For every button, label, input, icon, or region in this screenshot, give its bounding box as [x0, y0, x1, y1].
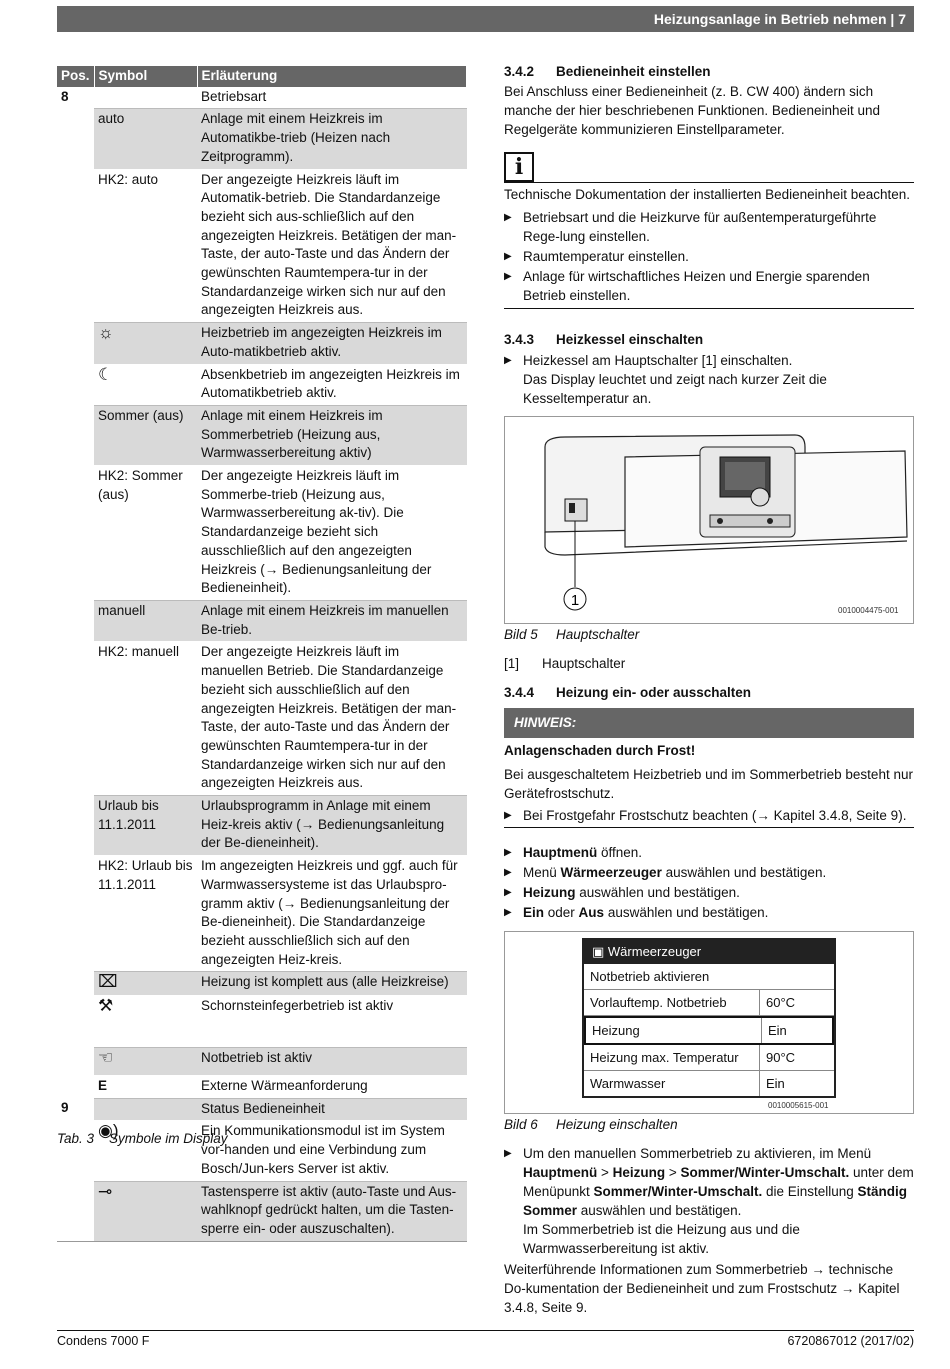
cell-pos — [57, 642, 94, 796]
cell-explanation: Notbetrieb ist aktiv — [197, 1048, 466, 1076]
cell-symbol — [94, 364, 197, 405]
list-item: ▶ Raumtemperatur einstellen. — [504, 247, 914, 266]
header-title: Heizungsanlage in Betrieb nehmen | 7 — [653, 11, 906, 27]
cell-symbol: HK2: Urlaub bis 11.1.2011 — [94, 856, 197, 972]
list-item: ▶ Um den manuellen Sommerbetrieb zu aktivieren, im Menü Hauptmenü > Heizung > Sommer/Winter-Umschalt. unter dem Menüpunkt Sommer/Winter-Umschalt. die Einstellung Ständig Sommer auswählen und bestätigen. — [504, 1144, 914, 1220]
cell-symbol: Sommer (aus) — [94, 405, 197, 465]
section-3-4-4-heading: 3.4.4 Heizung ein- oder ausschalten — [504, 685, 752, 700]
table-row — [57, 466, 467, 601]
table-caption-number: Tab. 3 — [57, 1131, 95, 1146]
summer-instruction — [504, 1144, 914, 1258]
cell-explanation: Absenkbetrieb im angezeigten Heizkreis im Automatikbetrieb aktiv. — [197, 364, 466, 405]
figure-code: 0010004475-001 — [838, 606, 899, 615]
cell-pos: 8 — [61, 88, 69, 104]
cell-pos — [57, 109, 94, 169]
cell-symbol — [94, 972, 197, 996]
cell-explanation: Im angezeigten Heizkreis und ggf. auch für Warmwassersysteme ist das Urlaubspro-gramm aktiv (→ Bedienungsanleitung der Be-dieneinheit). Die Standardanzeige bezieht ausschließlich sich auf den angezeigten Heiz-kreis. — [197, 856, 466, 972]
section-3-4-2-heading: 3.4.2 Bedieneinheit einstellen — [504, 64, 711, 79]
moon-icon: ☾ — [98, 364, 114, 384]
cell-pos — [57, 856, 94, 972]
cell-explanation: Betriebsart — [197, 87, 466, 109]
info-icon: i — [504, 152, 534, 182]
table-row — [57, 87, 467, 109]
table-row — [57, 364, 467, 405]
table-row — [57, 1048, 467, 1076]
cell-symbol — [94, 1121, 197, 1181]
cell-pos — [57, 466, 94, 601]
symbol-table — [57, 66, 467, 1242]
cell-symbol — [94, 996, 197, 1048]
cell-symbol: auto — [94, 109, 197, 169]
table-row — [57, 1121, 467, 1181]
result-text: Das Display leuchtet und zeigt nach kurzer Zeit die Kesseltemperatur an. — [523, 372, 827, 406]
display-row: Vorlauftemp. Notbetrieb 60°C — [584, 990, 834, 1016]
cell-explanation: Tastensperre ist aktiv (auto-Taste und Aus-wahlknopf gedrückt halten, um die Tasten-sperre ein- oder auszuschalten). — [197, 1181, 466, 1241]
notice-banner: HINWEIS: — [504, 708, 914, 738]
table-row — [57, 796, 467, 856]
table-row — [57, 405, 467, 465]
table-row — [57, 169, 467, 323]
list-item: ▶ Heizkessel am Hauptschalter [1] einschalten. — [504, 351, 914, 370]
cell-explanation: Status Bedieneinheit — [197, 1098, 466, 1121]
cell-pos — [57, 1121, 94, 1181]
result-text: Im Sommerbetrieb ist die Heizung aus und die Warmwasserbereitung ist aktiv. — [523, 1222, 800, 1256]
cell-symbol — [94, 87, 197, 109]
col-pos: Pos. — [57, 66, 94, 87]
key-icon: ⊸ — [98, 1181, 113, 1201]
cell-pos — [57, 996, 94, 1048]
table-row — [57, 856, 467, 972]
display-row: Heizung max. Temperatur 90°C — [584, 1045, 834, 1071]
cell-pos — [57, 1181, 94, 1241]
section-3-4-3-heading: 3.4.3 Heizkessel einschalten — [504, 332, 704, 347]
col-symbol: Symbol — [94, 66, 197, 87]
warning-rule — [504, 827, 914, 828]
cell-pos — [57, 796, 94, 856]
list-item: ▶ Menü Wärmeerzeuger auswählen und bestätigen. — [504, 863, 914, 882]
table-caption-text: Symbole im Display — [109, 1131, 228, 1146]
table-caption — [57, 1131, 228, 1146]
sun-icon: ☼ — [98, 323, 114, 343]
boiler-illustration — [505, 417, 913, 623]
section-3-4-2-bullets — [504, 208, 914, 305]
cell-pos — [57, 323, 94, 364]
display-screen — [582, 938, 836, 1098]
list-item: ▶ Bei Frostgefahr Frostschutz beachten (→ Kapitel 3.4.8, Seite 9). — [504, 806, 914, 825]
footer-right: 6720867012 (2017/02) — [787, 1334, 914, 1348]
table-row — [57, 972, 467, 996]
table-row — [57, 109, 467, 169]
table-row — [57, 642, 467, 796]
footer-rule — [57, 1330, 914, 1331]
table-row — [57, 600, 467, 641]
table-row — [57, 1098, 467, 1121]
figure-caption: Bild 6 Heizung einschalten — [504, 1117, 678, 1132]
section-3-4-2-text: Bei Anschluss einer Bedieneinheit (z. B. CW 400) ändern sich manche der hier beschriebenen Funktionen. Bedieneinheit und Regelgeräte kommunizieren Einstellparameter. — [504, 84, 881, 137]
info-text: Technische Dokumentation der installierten Bedieneinheit beachten. — [504, 187, 911, 202]
cell-pos — [57, 1048, 94, 1076]
list-item: ▶ Hauptmenü öffnen. — [504, 843, 914, 862]
cell-explanation: Der angezeigte Heizkreis läuft im Sommerbe-trieb (Heizung aus, Warmwasserbereitung ak-tiv). Die Standardanzeige bezieht sich ausschließlich auf den angezeigten Heizkreis (→ Bedienungsanleitung der Bedieneinheit). — [197, 466, 466, 601]
figure-legend: [1] Hauptschalter — [504, 656, 626, 671]
boiler-figure — [504, 416, 914, 624]
cell-explanation: Ein Kommunikationsmodul ist im System vor-handen und eine Verbindung zum Bosch/Jun-kers Server ist aktiv. — [197, 1121, 466, 1181]
cell-explanation: Anlage mit einem Heizkreis im manuellen Be-trieb. — [197, 600, 466, 641]
info-rule — [504, 182, 914, 183]
cell-symbol: HK2: Sommer (aus) — [94, 466, 197, 601]
further-info: Weiterführende Informationen zum Sommerbetrieb → technische Do-kumentation der Bedieneinheit und zum Frostschutz → Kapitel 3.4.8, Seite 9. — [504, 1262, 900, 1315]
cell-symbol: HK2: manuell — [94, 642, 197, 796]
cell-explanation: Anlage mit einem Heizkreis im Automatikbe-trieb (Heizen nach Zeitprogramm). — [197, 109, 466, 169]
page-header — [57, 6, 914, 32]
cell-explanation: Anlage mit einem Heizkreis im Sommerbetrieb (Heizung aus, Warmwasserbereitung aktiv) — [197, 405, 466, 465]
cell-explanation: Der angezeigte Heizkreis läuft im Automatik-betrieb. Die Standardanzeige bezieht sich aus-schließlich auf den angezeigten Heizkreis. Betätigen der man-Taste, der auto-Taste und das Ändern der gewünschten Raumtempera-tur in der Standardanzeige wirken sich nur auf den angezeigten Heizkreis aus. — [197, 169, 466, 323]
figure-code: 0010005615-001 — [768, 1101, 829, 1110]
cell-explanation: Heizung ist komplett aus (alle Heizkreise) — [197, 972, 466, 996]
section-3-4-3-bullets — [504, 351, 914, 408]
table-row — [57, 1181, 467, 1241]
cell-symbol — [94, 1048, 197, 1076]
list-item: ▶ Heizung auswählen und bestätigen. — [504, 883, 914, 902]
cell-pos — [57, 169, 94, 323]
cell-pos — [57, 405, 94, 465]
cell-pos: 9 — [61, 1100, 69, 1116]
warning-text: Bei ausgeschaltetem Heizbetrieb und im Sommerbetrieb besteht nur Gerätefrostschutz. — [504, 767, 913, 801]
chimney-sweep-icon: ⚒ — [98, 996, 114, 1016]
table-body — [57, 87, 467, 1241]
cell-symbol: E — [94, 1076, 197, 1099]
cell-symbol — [94, 1181, 197, 1241]
display-title: ▣ Wärmeerzeuger — [584, 940, 834, 964]
list-item: ▶ Anlage für wirtschaftliches Heizen und Energie sparenden Betrieb einstellen. — [504, 267, 914, 305]
cell-explanation: Der angezeigte Heizkreis läuft im manuellen Betrieb. Die Standardanzeige bezieht sich ausschließlich auf den angezeigten Heizkreis. Betätigen der man-Taste, der auto-Taste und das Ändern der gewünschten Raumtempera-tur in der Standardanzeige wirken sich nur auf den angezeigten Heizkreis aus. — [197, 642, 466, 796]
figure-caption: Bild 5 Hauptschalter — [504, 627, 640, 642]
cell-explanation: Heizbetrieb im angezeigten Heizkreis im Auto-matikbetrieb aktiv. — [197, 323, 466, 364]
table-row — [57, 1076, 467, 1099]
cell-explanation: Externe Wärmeanforderung — [197, 1076, 466, 1099]
steps-list — [504, 843, 914, 922]
callout-1: 1 — [570, 592, 580, 609]
menu-icon: ▣ — [592, 944, 608, 959]
cell-pos — [57, 1076, 94, 1099]
cell-pos — [57, 600, 94, 641]
connection-icon: ◉) — [98, 1121, 119, 1141]
list-item: ▶ Betriebsart und die Heizkurve für außentemperaturgeführte Rege-lung einstellen. — [504, 208, 914, 246]
display-row-selected: Heizung Ein — [584, 1016, 834, 1045]
cell-pos — [57, 972, 94, 996]
display-row: Warmwasser Ein — [584, 1071, 834, 1096]
cell-symbol: Urlaub bis 11.1.2011 — [94, 796, 197, 856]
display-row: Notbetrieb aktivieren — [584, 964, 834, 990]
hand-icon: ☜ — [98, 1048, 114, 1068]
col-explanation: Erläuterung — [197, 66, 466, 87]
table-row — [57, 996, 467, 1048]
table-header-row — [57, 66, 467, 87]
section-rule — [504, 308, 914, 309]
warning-bullets — [504, 806, 914, 825]
cell-symbol: manuell — [94, 600, 197, 641]
heating-off-icon: ⌧ — [98, 972, 118, 992]
table-row — [57, 323, 467, 364]
cell-explanation: Schornsteinfegerbetrieb ist aktiv — [197, 996, 466, 1048]
cell-symbol: HK2: auto — [94, 169, 197, 323]
cell-symbol — [94, 1098, 197, 1121]
warning-title: Anlagenschaden durch Frost! — [504, 743, 696, 758]
footer-left: Condens 7000 F — [57, 1334, 150, 1348]
cell-explanation: Urlaubsprogramm in Anlage mit einem Heiz-kreis aktiv (→ Bedienungsanleitung der Be-dieneinheit). — [197, 796, 466, 856]
list-item: ▶ Ein oder Aus auswählen und bestätigen. — [504, 903, 914, 922]
cell-symbol — [94, 323, 197, 364]
cell-pos — [57, 364, 94, 405]
